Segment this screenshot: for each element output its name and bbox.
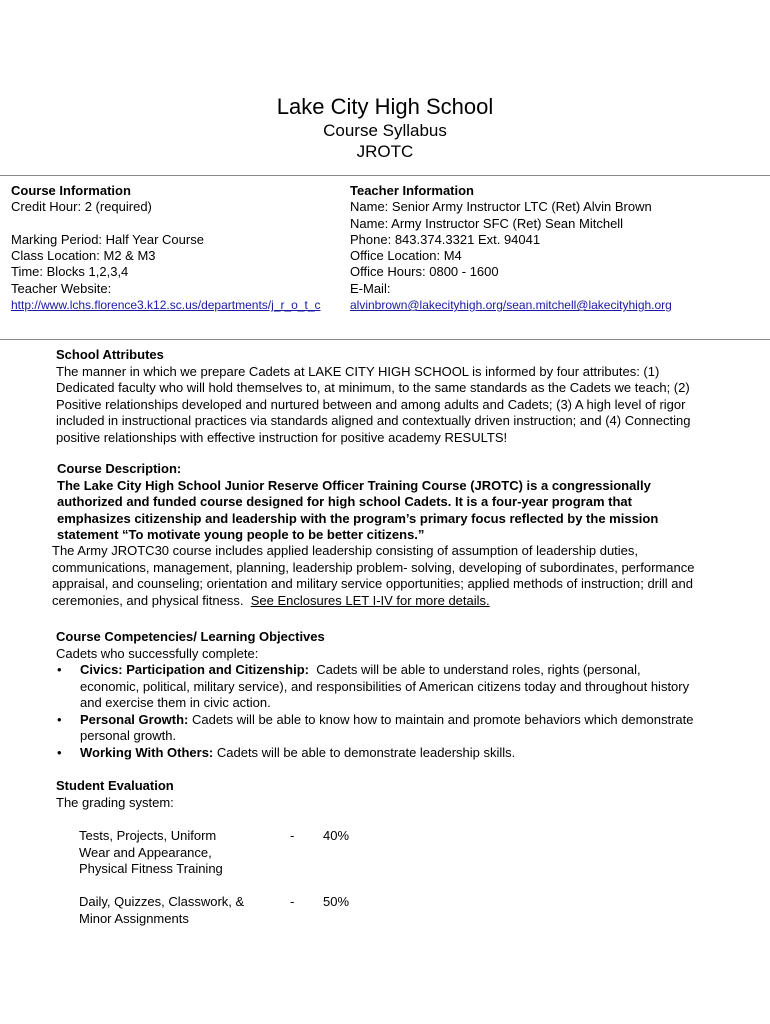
description-line: communications, management, planning, leadership problem- solving, developing of subordinates, performance: [52, 559, 695, 575]
attributes-line: Positive relationships developed and nurtured between and among adults and Cadets; (3) A high level of rigor: [56, 396, 686, 412]
course-information-heading: Course Information: [11, 183, 131, 198]
attributes-line: The manner in which we prepare Cadets at LAKE CITY HIGH SCHOOL is informed by four attributes: (1): [56, 363, 660, 379]
bullet-icon: •: [57, 711, 62, 727]
list-item: [56, 745, 746, 762]
attributes-line: included in instructional practices via standards aligned and contextually driven instruction; and (4) Connecting: [56, 413, 691, 428]
class-time: Time: Blocks 1,2,3,4: [11, 264, 129, 280]
description-bold-line: statement “To motivate young people to be better citizens.”: [57, 527, 425, 542]
grading-row-dash: -: [290, 828, 295, 843]
competency-label: Personal Growth:: [80, 711, 189, 727]
description-last-line: [52, 593, 764, 610]
divider-top: [0, 175, 770, 176]
evaluation-heading: Student Evaluation: [56, 778, 174, 793]
teacher-phone: Phone: 843.374.3321 Ext. 94041: [350, 231, 541, 247]
teacher-website-label: Teacher Website:: [11, 280, 112, 296]
course-description-heading: Course Description:: [57, 461, 182, 476]
attributes-line: Dedicated faculty who will hold themselves to, at minimum, to the same standards as the Cadets we teach; (2): [56, 380, 690, 395]
grading-row-description: [79, 894, 244, 927]
competency-text: and exercise them in civic action.: [80, 695, 271, 710]
evaluation-intro: The grading system:: [56, 794, 174, 810]
course-information: [11, 183, 321, 313]
teacher-information: [350, 183, 672, 313]
email-link[interactable]: alvinbrown@lakecityhigh.org/sean.mitchell@lakecityhigh.org: [350, 298, 672, 313]
list-item: [56, 712, 746, 745]
school-attributes: [56, 347, 756, 446]
competency-label: Working With Others:: [80, 744, 214, 760]
list-item: [56, 662, 746, 712]
teacher-name-1: Name: Senior Army Instructor LTC (Ret) Alvin Brown: [350, 199, 652, 215]
grading-row-line: Daily, Quizzes, Classwork, &: [79, 894, 245, 909]
grading-row-description: [79, 828, 223, 878]
competencies-list: [56, 662, 746, 761]
description-bold-line: emphasizes citizenship and leadership with the program’s primary focus reflected by the mission: [57, 510, 659, 526]
office-location: Office Location: M4: [350, 248, 462, 264]
grading-row-line: Wear and Appearance,: [79, 844, 212, 860]
competency-text: Cadets will be able to know how to maintain and promote behaviors which demonstrate: [188, 711, 694, 727]
document-type: Course Syllabus: [323, 121, 447, 140]
course-description-bold: [57, 461, 757, 544]
description-bold-line: The Lake City High School Junior Reserve Officer Training Course (JROTC) is a congressionally: [57, 477, 651, 493]
grading-row-line: Tests, Projects, Uniform: [79, 828, 217, 843]
grading-row-percent: 40%: [323, 828, 350, 843]
marking-period: Marking Period: Half Year Course: [11, 231, 204, 247]
competency-text: economic, political, military service), and responsibilities of American citizens today and throughout history: [80, 678, 690, 694]
grading-row-line: Minor Assignments: [79, 910, 189, 926]
school-attributes-heading: School Attributes: [56, 347, 164, 362]
student-evaluation: [56, 778, 456, 811]
divider-bottom: [0, 339, 770, 340]
course-description-body: [52, 543, 764, 609]
grading-row-line: Physical Fitness Training: [79, 861, 223, 876]
bullet-icon: •: [57, 662, 62, 677]
bullet-icon: •: [57, 744, 62, 760]
office-hours: Office Hours: 0800 - 1600: [350, 264, 499, 280]
competency-label: Civics: Participation and Citizenship:: [80, 662, 309, 677]
competency-text: Cadets will be able to demonstrate leadership skills.: [213, 744, 516, 760]
grading-row-dash: -: [290, 894, 295, 909]
teacher-information-heading: Teacher Information: [350, 183, 475, 198]
competencies-intro: Cadets who successfully complete:: [56, 645, 259, 661]
description-line-end: ceremonies, and physical fitness.: [52, 592, 244, 608]
teacher-name-2: Name: Army Instructor SFC (Ret) Sean Mitchell: [350, 215, 624, 231]
email-label: E-Mail:: [350, 280, 391, 296]
competency-text: Cadets will be able to understand roles, rights (personal,: [308, 662, 641, 677]
school-title: Lake City High School: [276, 94, 494, 119]
description-bold-line: authorized and funded course designed for high school Cadets. It is a four-year program that: [57, 494, 632, 509]
course-name: JROTC: [356, 142, 414, 161]
course-competencies: [56, 629, 746, 761]
class-location: Class Location: M2 & M3: [11, 248, 156, 264]
enclosures-link[interactable]: See Enclosures LET I-IV for more details.: [250, 592, 490, 608]
credit-hour: Credit Hour: 2 (required): [11, 199, 152, 215]
competency-text: personal growth.: [80, 728, 177, 743]
competencies-heading: Course Competencies/ Learning Objectives: [56, 629, 325, 644]
attributes-line: positive relationships with effective instruction for positive academy RESULTS!: [56, 429, 508, 445]
description-line: appraisal, and counseling; orientation and military service opportunities; applied methods of instruction; drill and: [52, 576, 693, 591]
description-line: The Army JROTC30 course includes applied leadership consisting of assumption of leadership duties,: [52, 543, 639, 558]
grading-row-percent: 50%: [323, 894, 350, 909]
teacher-website-link[interactable]: http://www.lchs.florence3.k12.sc.us/departments/j_r_o_t_c: [11, 298, 321, 313]
